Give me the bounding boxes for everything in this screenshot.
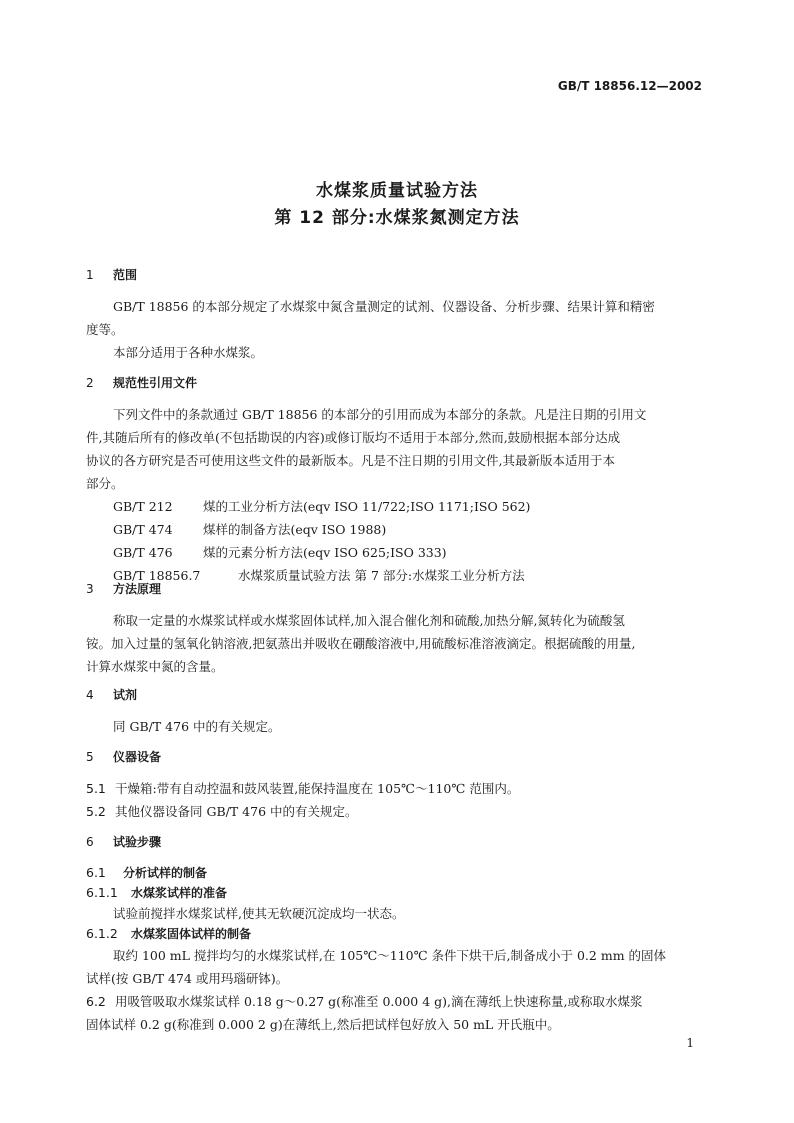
paragraph-line: 协议的各方研究是否可使用这些文件的最新版本。凡是不注日期的引用文件,其最新版本适用于本 — [86, 453, 615, 468]
paragraph-line: 取约 100 mL 搅拌均匀的水煤浆试样,在 105℃～110℃ 条件下烘干后,制备成小于 0.2 mm 的固体 — [113, 948, 667, 963]
section-1-heading — [86, 266, 137, 283]
clause-text: 其他仪器设备同 GB/T 476 中的有关规定。 — [115, 804, 358, 819]
reference-code: GB/T 18856.7 — [113, 568, 201, 583]
document-title-line2: 第 12 部分:水煤浆氮测定方法 — [274, 208, 520, 228]
section-title: 规范性引用文件 — [113, 376, 198, 390]
clause-text: 用吸管吸取水煤浆试样 0.18 g～0.27 g(称准至 0.000 4 g),滴在薄纸上快速称量,或称取水煤浆 — [115, 994, 643, 1009]
reference-item — [113, 497, 530, 515]
section-title: 试剂 — [113, 688, 138, 702]
paragraph-line: 试样(按 GB/T 474 或用玛瑙研钵)。 — [86, 971, 289, 986]
subsection-6-1-1-heading — [86, 884, 227, 901]
clause-6-2 — [86, 992, 642, 1010]
reference-code: GB/T 474 — [113, 522, 173, 537]
reference-title: 水煤浆质量试验方法 第 7 部分:水煤浆工业分析方法 — [238, 568, 525, 583]
subsection-title: 水煤浆固体试样的制备 — [131, 927, 252, 941]
paragraph-line: 下列文件中的条款通过 GB/T 18856 的本部分的引用而成为本部分的条款。凡是注日期的引用文 — [113, 407, 647, 422]
clause-5-1 — [86, 779, 519, 797]
reference-title: 煤样的制备方法(eqv ISO 1988) — [203, 522, 387, 537]
subsection-number: 6.1.2 — [86, 926, 118, 941]
paragraph-line: 部分。 — [86, 476, 124, 491]
section-title: 试验步骤 — [113, 835, 162, 849]
section-6-heading — [86, 833, 161, 850]
reference-title: 煤的元素分析方法(eqv ISO 625;ISO 333) — [203, 545, 447, 560]
subsection-6-1-heading — [86, 864, 207, 881]
paragraph-line: 固体试样 0.2 g(称准到 0.000 2 g)在薄纸上,然后把试样包好放入 50 mL 开氏瓶中。 — [86, 1017, 560, 1032]
paragraph-line: GB/T 18856 的本部分规定了水煤浆中氮含量测定的试剂、仪器设备、分析步骤、结果计算和精密 — [113, 299, 655, 314]
reference-item — [113, 566, 525, 584]
clause-number: 6.2 — [86, 994, 106, 1009]
reference-title: 煤的工业分析方法(eqv ISO 11/722;ISO 1171;ISO 562) — [203, 499, 531, 514]
paragraph-line: 计算水煤浆中氮的含量。 — [86, 659, 224, 674]
section-number: 4 — [86, 688, 94, 702]
reference-item — [113, 543, 447, 561]
clause-number: 5.1 — [86, 781, 106, 796]
section-3-heading — [86, 580, 161, 597]
document-title-line1: 水煤浆质量试验方法 — [316, 181, 478, 201]
clause-number: 5.2 — [86, 804, 106, 819]
section-number: 5 — [86, 750, 94, 764]
section-5-heading — [86, 748, 161, 765]
page-number: 1 — [686, 1036, 694, 1050]
subsection-6-1-2-heading — [86, 925, 251, 942]
reference-code: GB/T 212 — [113, 499, 173, 514]
section-number: 2 — [86, 376, 94, 390]
subsection-title: 水煤浆试样的准备 — [131, 886, 228, 900]
paragraph-line: 本部分适用于各种水煤浆。 — [113, 345, 264, 360]
section-number: 1 — [86, 268, 94, 282]
section-title: 仪器设备 — [113, 750, 162, 764]
paragraph-line: 度等。 — [86, 322, 124, 337]
clause-5-2 — [86, 802, 358, 820]
section-title: 范围 — [113, 268, 138, 282]
section-2-heading — [86, 374, 197, 391]
reference-code: GB/T 476 — [113, 545, 173, 560]
paragraph-line: 铵。加入过量的氢氧化钠溶液,把氨蒸出并吸收在硼酸溶液中,用硫酸标准溶液滴定。根据硫酸的用量, — [86, 636, 636, 651]
reference-item — [113, 520, 386, 538]
section-number: 3 — [86, 582, 94, 596]
section-4-heading — [86, 686, 137, 703]
section-number: 6 — [86, 835, 94, 849]
subsection-title: 分析试样的制备 — [123, 866, 208, 880]
paragraph-line: 称取一定量的水煤浆试样或水煤浆固体试样,加入混合催化剂和硫酸,加热分解,氮转化为硫酸氢 — [113, 613, 625, 628]
standard-number: GB/T 18856.12—2002 — [557, 79, 702, 93]
subsection-number: 6.1 — [86, 865, 106, 880]
clause-text: 干燥箱:带有自动控温和鼓风装置,能保持温度在 105℃～110℃ 范围内。 — [115, 781, 520, 796]
paragraph-line: 同 GB/T 476 中的有关规定。 — [113, 719, 281, 734]
section-title: 方法原理 — [113, 582, 162, 596]
subsection-number: 6.1.1 — [86, 885, 118, 900]
paragraph-line: 件,其随后所有的修改单(不包括勘误的内容)或修订版均不适用于本部分,然而,鼓励根据本部分达成 — [86, 430, 621, 445]
paragraph-line: 试验前搅拌水煤浆试样,使其无软硬沉淀成均一状态。 — [113, 906, 405, 921]
